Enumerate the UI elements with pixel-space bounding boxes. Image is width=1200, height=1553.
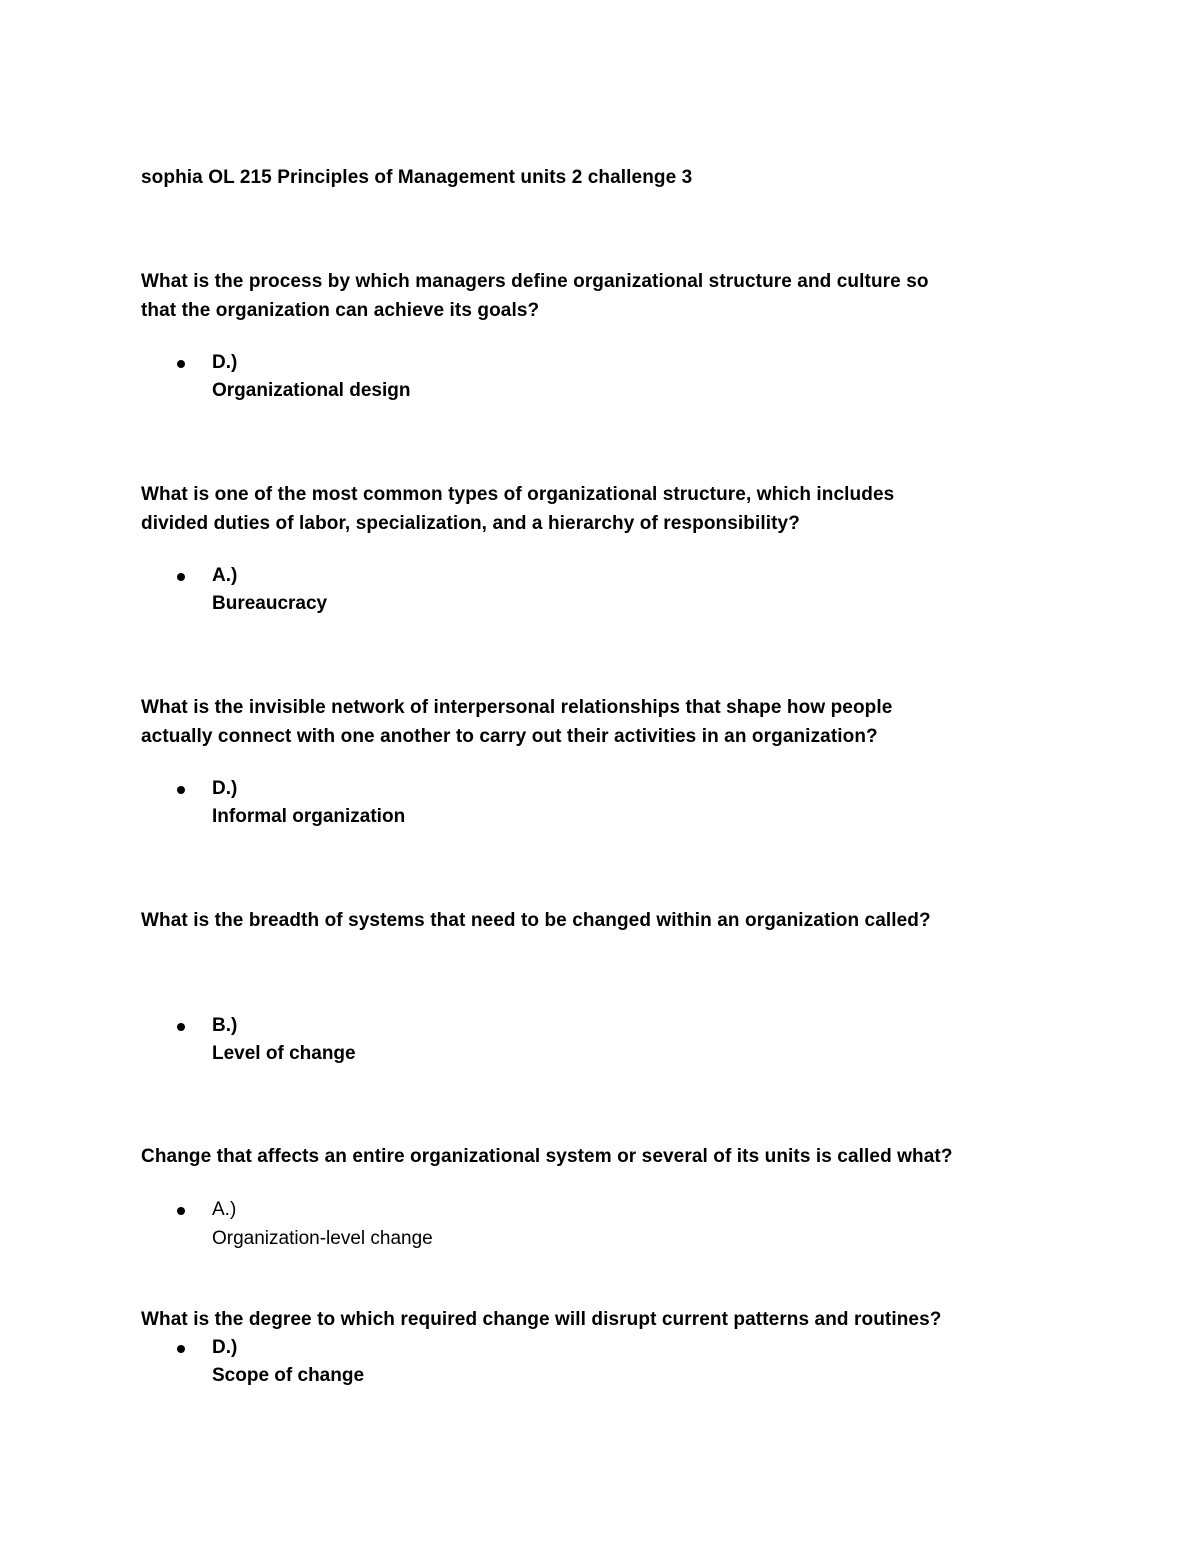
document-title: sophia OL 215 Principles of Management units 2 challenge 3	[141, 167, 693, 188]
answer-3-text: Informal organization	[212, 806, 406, 827]
answer-5-letter: A.)	[212, 1199, 237, 1220]
question-1-line-2: that the organization can achieve its goals?	[141, 300, 540, 321]
bullet-icon	[177, 1023, 185, 1031]
question-2-line-2: divided duties of labor, specialization, and a hierarchy of responsibility?	[141, 513, 800, 534]
bullet-icon	[177, 360, 185, 368]
answer-2-text: Bureaucracy	[212, 593, 328, 614]
answer-3-letter: D.)	[212, 778, 238, 799]
question-3-line-1: What is the invisible network of interpersonal relationships that shape how people	[141, 697, 893, 718]
bullet-icon	[177, 1345, 185, 1353]
bullet-icon	[177, 786, 185, 794]
question-4-line-1: What is the breadth of systems that need to be changed within an organization called?	[141, 910, 931, 931]
question-2-line-1: What is one of the most common types of organizational structure, which includes	[141, 484, 895, 505]
answer-4-letter: B.)	[212, 1015, 238, 1036]
question-3-line-2: actually connect with one another to carry out their activities in an organization?	[141, 726, 878, 747]
question-6-line-1: What is the degree to which required change will disrupt current patterns and routines?	[141, 1309, 942, 1330]
answer-2-letter: A.)	[212, 565, 238, 586]
answer-6-text: Scope of change	[212, 1365, 365, 1386]
answer-6-letter: D.)	[212, 1337, 238, 1358]
question-5-line-1: Change that affects an entire organizational system or several of its units is called what?	[141, 1146, 953, 1167]
answer-5-text: Organization-level change	[212, 1228, 433, 1249]
question-1-line-1: What is the process by which managers define organizational structure and culture so	[141, 271, 929, 292]
bullet-icon	[177, 573, 185, 581]
answer-4-text: Level of change	[212, 1043, 356, 1064]
answer-1-text: Organizational design	[212, 380, 411, 401]
bullet-icon	[177, 1207, 185, 1215]
answer-1-letter: D.)	[212, 352, 238, 373]
